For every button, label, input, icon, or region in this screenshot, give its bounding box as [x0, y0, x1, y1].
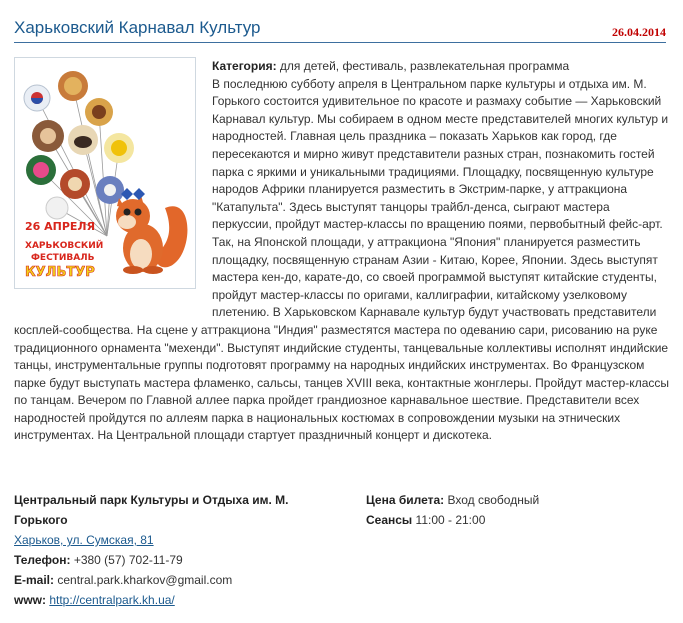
event-header	[14, 16, 666, 43]
poster-line-4: КУЛЬТУР	[25, 265, 95, 280]
sessions-value: 11:00 - 21:00	[415, 513, 486, 527]
website-link[interactable]: http://centralpark.kh.ua/	[49, 593, 175, 607]
venue-address-link[interactable]: Харьков, ул. Сумская, 81	[14, 533, 154, 547]
email-line	[14, 570, 314, 590]
email-label: E-mail:	[14, 573, 55, 587]
venue-info	[14, 490, 314, 610]
sessions-label: Сеансы	[366, 513, 413, 527]
poster-line-3: ФЕСТИВАЛЬ	[31, 253, 95, 263]
poster-date-text: 26 АПРЕЛЯ	[25, 220, 96, 233]
category-label: Категория:	[212, 59, 277, 73]
poster-line-2: ХАРЬКОВСКИЙ	[25, 241, 104, 251]
www-label: www:	[14, 593, 46, 607]
category-value: для детей, фестиваль, развлекательная программа	[279, 59, 570, 73]
phone-line	[14, 550, 314, 570]
event-title: Харьковский Карнавал Культур	[14, 18, 261, 37]
price-line	[366, 490, 666, 510]
phone-value: +380 (57) 702-11-79	[73, 553, 183, 567]
sessions-line	[366, 510, 666, 530]
price-label: Цена билета:	[366, 493, 445, 507]
phone-label: Телефон:	[14, 553, 71, 567]
email-value: central.park.kharkov@gmail.com	[57, 573, 233, 587]
event-date: 26.04.2014	[612, 25, 666, 39]
ticket-info	[366, 490, 666, 530]
event-article	[14, 58, 670, 445]
price-value: Вход свободный	[447, 493, 540, 507]
poster-spacer	[14, 58, 212, 306]
www-line	[14, 590, 314, 610]
event-description: В последнюю субботу апреля в Центральном парке культуры и отдыха им. М. Горького состоится удивительное по красоте и размаху событие — Харьковский Карнавал культур. Мы собираем в одном месте представителей многих культур и народностей. Главная цель праздника – показать Харьков как город, где пересекаются и мирно живут представители разных стран, познакомить гостей парка с яркими и уникальными традициями. Площадку, посвященную культуре народов Африки планируется разместить в Экстрим-парке, у аттракциона "Катапульта". Здесь выступят танцоры трайбл-денса, сыграют мастера перкуссии, пройдут мастер-классы по вращению поями, первобытный фейс-арт. Так, на Японской площади, у аттракциона "Япония" планируется разместить площадку, посвященную странам Азии - Китаю, Корее, Японии. Здесь выступят мастера кен-до, карате-до, со своей программой выступят китайские студенты, пройдут мастер-классы по оригами, каллиграфии, китайскому узелковому плетению. В Харьковском Карнавале культур будут участвовать представители косплей-сообщества. На сцене у аттракциона "Индия" разместятся мастера по одеванию сари, рисованию на руке традиционного орнамента "мехенди". Выступят индийские студенты, танцевальные коллективы исполнят индийские танцы, инструментальные группы подготовят программу на народных индийских инструментах. Во Французском парке будут выступать мастера фламенко, сальсы, танцев XVIII века, контактные жонглеры. Пройдут мастер-классы по танцам. Вечером по Главной аллее парка пройдет грандиозное карнавальное шествие. Представители всех народностей пройдутся по аллеям парка в национальных костюмах в сопровождении музыки на этнических инструментах. На Центральной площади стартует праздничный концерт и дискотека.	[14, 76, 669, 443]
venue-name: Центральный парк Культуры и Отдыха им. М. Горького	[14, 493, 289, 527]
